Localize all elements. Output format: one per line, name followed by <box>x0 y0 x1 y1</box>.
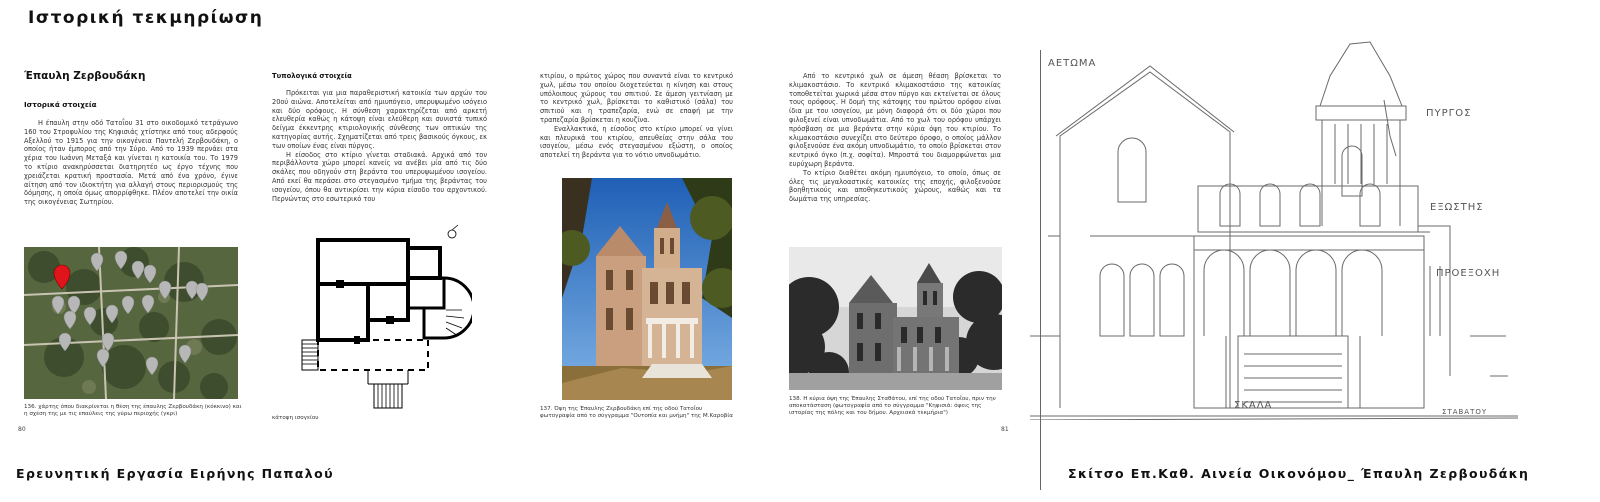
page81-column-2 <box>789 72 1001 204</box>
page-number-81: 81 <box>1001 426 1009 433</box>
photo-137-caption: 137. Όψη της Έπαυλης Ζερβουδάκη επί της οδού Τατοΐου φωτογραφία από το σύγγραμμα "Ουτοπία και μνήμη" της Μ.Καροβία <box>540 406 733 419</box>
sketch-label-projection: ΠΡΟΕΞΟΧΗ <box>1436 268 1501 279</box>
villa-color-photo-image <box>562 178 732 400</box>
history-paragraph: Η έπαυλη στην οδό Τατοΐου 31 στο οικοδομικό τετράγωνο 160 του Στροφυλίου της Κηφισιάς χτίστηκε από τους αδερφούς Αξελλού το 1915 για την οικογένεια Παντελή Ζερβουδάκη, ο οποίος ήταν έμπορος από την Σύρο. Από το 1939 περνάει στα χέρια του Ιωάννη Μεταξά και γίνεται η κατοικία του. Το 1979 το κτίριο ανακηρύσσεται διατηρητέο ως έργο τέχνης που χρειάζεται κρατική προστασία. Μετά από ένα χρόνο, έγινε αίτηση από τον ιδιοκτήτη για αλλαγή στους περιορισμούς της δόμησης, η οποία όμως απορρίφθηκε. Πλέον αποτελεί την οικία της οικογένειας Σωτηρίου. <box>24 119 238 207</box>
sketch-label-stairs: ΣΚΑΛΑ <box>1234 400 1273 411</box>
satellite-map-image <box>24 247 238 399</box>
photo-138-caption: 138. Η κύρια όψη της Έπαυλης Σταθάτου, επί της οδού Τατοΐου, πριν την αποκατάσταση (φωτογραφία από το σύγγραμμα "Κηφισιά: όψεις της ιστορίας της πόλης και του δήμου. Αρχειακά τεκμήρια") <box>789 396 996 416</box>
floor-plan-drawing <box>296 222 472 412</box>
villa-bw-photo <box>789 247 1002 390</box>
sketch-label-tower: ΠΥΡΓΟΣ <box>1426 108 1472 119</box>
typology-text <box>272 89 487 203</box>
typology-paragraph-2: Η είσοδος στο κτίριο γίνεται σταδιακά. Αρχικά από τον περιβάλλοντα χώρο μπορεί κανείς να ανέβει μία από τις δύο σκάλες που οδηγούν στη βεράντα του υπερυψωμένου ισογείου. Από εκεί θα περάσει στο στεγασμένο τμήμα της βεράντας του ισογείου, όπου θα αντικρίσει την κύρια είσοδο του αρχοντικού. Περνώντας στο εσωτερικό του <box>272 150 487 203</box>
villa-heading: Έπαυλη Ζερβουδάκη <box>24 70 146 82</box>
page81-col1-paragraph-2: Εναλλακτικά, η είσοδος στο κτίριο μπορεί να γίνει και πλευρικά του κτιρίου, απευθείας στην σάλα του ισογείου, μέσω ενός στεγασμένου εξώστη, ο οποίος αποτελεί τη βεράντα για το νότιο υπνοδωμάτιο. <box>540 124 733 160</box>
page81-col1-paragraph-1: κτιρίου, ο πρώτος χώρος που συναντά είναι το κεντρικό χωλ, μέσω του οποίου διοχετεύεται η κίνηση και στους υπόλοιπους χώρους του σπιτιού. Σε άμεση γειτνίαση με το κεντρικό χωλ, βρίσκεται το καθιστικό (σάλα) του σπιτιού και η τραπεζαρία, ενώ σε επαφή με την τραπεζαρία βρίσκεται η κουζίνα. <box>540 72 733 124</box>
map-caption: 136. χάρτης όπου διακρίνεται η θέση της έπαυλης Ζερβουδάκη (κόκκινο) και η σχέση της με τις επαύλεις της γύρω περιοχής (γκρι) <box>24 404 242 417</box>
sketch-label-signature: ΣΤΑΒΑΤΟΥ <box>1442 408 1488 416</box>
floor-plan-caption: κάτοψη ισογείου <box>272 415 319 421</box>
research-credit-caption: Ερευνητική Εργασία Ειρήνης Παπαλού <box>16 466 334 481</box>
typology-paragraph-1: Πρόκειται για μια παραθεριστική κατοικία των αρχών του 20ού αιώνα. Αποτελείται από ημιυπόγειο, υπερυψωμένο ισόγειο και δύο ορόφους. Η σύνθεση χαρακτηρίζεται από αρκετή ελευθερία καθώς η κάτοψη είναι ελεύθερη και συνιστά τυπικό δείγμα έκκεντρης κτιριολογικής σύνθεσης των οπτικών της κατηγορίας αυτής. Σχηματίζεται από τρεις βασικούς όγκους, εκ των οποίων ένας είναι πύργος. <box>272 89 487 150</box>
sketch-label-pediment: ΑΕΤΩΜΑ <box>1048 58 1097 69</box>
sketch-panel <box>1030 36 1518 420</box>
page81-column-1 <box>540 72 733 160</box>
page81-col2-paragraph-2: Το κτίριο διαθέτει ακόμη ημιυπόγειο, το οποίο, όπως σε όλες τις μεγαλοαστικές κατοικίες της εποχής, φιλοξενούσε βοηθητικούς και αποθηκευτικούς χώρους, καθώς και τα δωμάτια της υπηρεσίας. <box>789 168 1001 204</box>
villa-sketch-drawing <box>1030 36 1518 420</box>
sketch-label-balcony: ΕΞΩΣΤΗΣ <box>1430 202 1484 213</box>
page81-col2-paragraph-1: Από το κεντρικό χωλ σε άμεση θέαση βρίσκεται το κλιμακοστάσιο. Το κεντρικό κλιμακοστάσιο της κατοικίας τοποθετείται χωρικά μέσα στον πύργο και εκτείνεται σε όλους τους ορόφους. Η δομή της κάτοψης του πρώτου ορόφου είναι ίδια με του ισογείου, με μόνη διαφορά ότι οι δύο χώροι που φιλοξενεί είναι υπνοδωμάτια. Από το χωλ του ορόφου υπάρχει πρόσβαση σε μια βεράντα στην κύρια όψη του κτιρίου. Το κλιμακοστάσιο συνεχίζει στο δεύτερο όροφο, ο οποίος μάλλον φιλοξενούσε ένα ακόμη υπνοδωμάτιο, το οποίο βρίσκεται στον κεντρικό όγκο (π.χ. σοφίτα). Μπροστά του διαμορφώνεται μια ευρύχωρη βεράντα. <box>789 72 1001 168</box>
history-subheading: Ιστορικά στοιχεία <box>24 100 97 109</box>
villa-bw-photo-image <box>789 247 1002 390</box>
page-number-80: 80 <box>18 426 26 433</box>
page-title: Ιστορική τεκμηρίωση <box>28 8 264 28</box>
typology-heading: Τυπολογικά στοιχεία <box>272 72 352 80</box>
location-map <box>24 247 238 399</box>
sketch-credit-caption: Σκίτσο Επ.Καθ. Αινεία Οικονόμου_ Έπαυλη Ζερβουδάκη <box>1068 466 1530 481</box>
villa-color-photo <box>562 178 732 400</box>
ground-floor-plan <box>296 222 472 412</box>
